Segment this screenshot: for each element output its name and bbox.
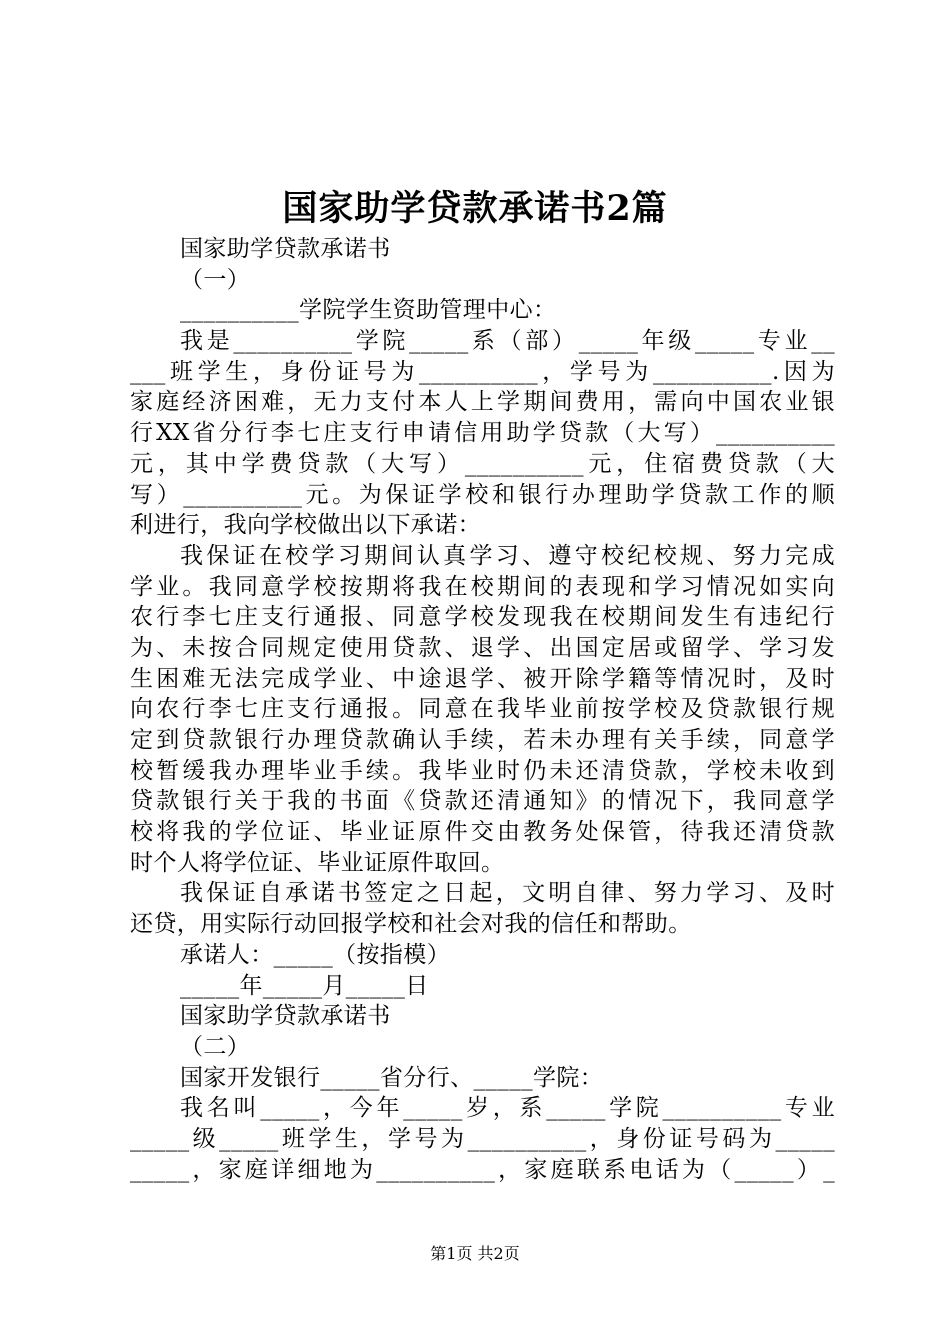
text-line: 我保证自承诺书签定之日起，文明自律、努力学习、及时 <box>180 880 835 907</box>
section-number-2: （二） <box>180 1033 251 1060</box>
text-line: 向农行李七庄支行通报。同意在我毕业前按学校及贷款银行规 <box>130 696 835 723</box>
section-heading-1: 国家助学贷款承诺书 <box>180 236 391 262</box>
text-line: 校将我的学位证、毕业证原件交由教务处保管，待我还清贷款 <box>130 819 835 846</box>
text-line: 校暂缓我办理毕业手续。我毕业时仍未还清贷款，学校未收到 <box>130 757 835 784</box>
text-line: 贷款银行关于我的书面《贷款还清通知》的情况下，我同意学 <box>130 788 835 815</box>
page-footer: 第1页 共2页 <box>430 1244 520 1263</box>
text-line: 定到贷款银行办理贷款确认手续，若未办理有关手续，同意学 <box>130 727 835 753</box>
addressee-line-2: 国家开发银行_____省分行、_____学院： <box>180 1064 604 1091</box>
text-line: 家庭经济困难，无力支付本人上学期间费用，需向中国农业银 <box>130 389 835 416</box>
text-line: 我是__________学院_____系（部）_____年级_____专业__ <box>180 328 835 355</box>
text-line: 我名叫_____，今年_____岁，系_____学院__________专业 <box>180 1095 835 1122</box>
text-line: 还贷，用实际行动回报学校和社会对我的信任和帮助。 <box>130 911 692 938</box>
text-line: 学业。我同意学校按期将我在校期间的表现和学习情况如实向 <box>130 573 835 600</box>
addressee-line-1: __________学院学生资助管理中心： <box>180 297 557 324</box>
text-line: ___班学生，身份证号为__________，学号为__________.因为 <box>130 358 835 385</box>
section-number-1: （一） <box>180 266 251 293</box>
text-line: _____，家庭详细地为__________，家庭联系电话为（_____）_ <box>130 1156 835 1183</box>
text-line: 我保证在校学习期间认真学习、遵守校纪校规、努力完成 <box>180 542 835 569</box>
text-line: 农行李七庄支行通报、同意学校发现我在校期间发生有违纪行 <box>130 604 835 631</box>
text-line: 为、未按合同规定使用贷款、退学、出国定居或留学、学习发 <box>130 634 835 661</box>
text-line: 生困难无法完成学业、中途退学、被开除学籍等情况时，及时 <box>130 665 835 692</box>
document-body <box>130 234 835 1185</box>
text-line: 行XX省分行李七庄支行申请信用助学贷款（大写）__________ <box>130 420 835 447</box>
text-line: 利进行，我向学校做出以下承诺： <box>130 512 481 539</box>
text-line: _____级_____班学生，学号为__________，身份证号码为_____ <box>130 1125 835 1152</box>
text-line: 写）__________元。为保证学校和银行办理助学贷款工作的顺 <box>130 481 835 508</box>
document-title: 国家助学贷款承诺书2篇 <box>282 188 668 229</box>
signature-line: 承诺人：_____（按指模） <box>180 941 451 968</box>
text-line: 元，其中学费贷款（大写）__________元，住宿费贷款（大 <box>130 450 835 477</box>
date-line: _____年_____月_____日 <box>180 972 429 999</box>
text-line: 时个人将学位证、毕业证原件取回。 <box>130 849 505 876</box>
section-heading-2: 国家助学贷款承诺书 <box>180 1003 391 1030</box>
